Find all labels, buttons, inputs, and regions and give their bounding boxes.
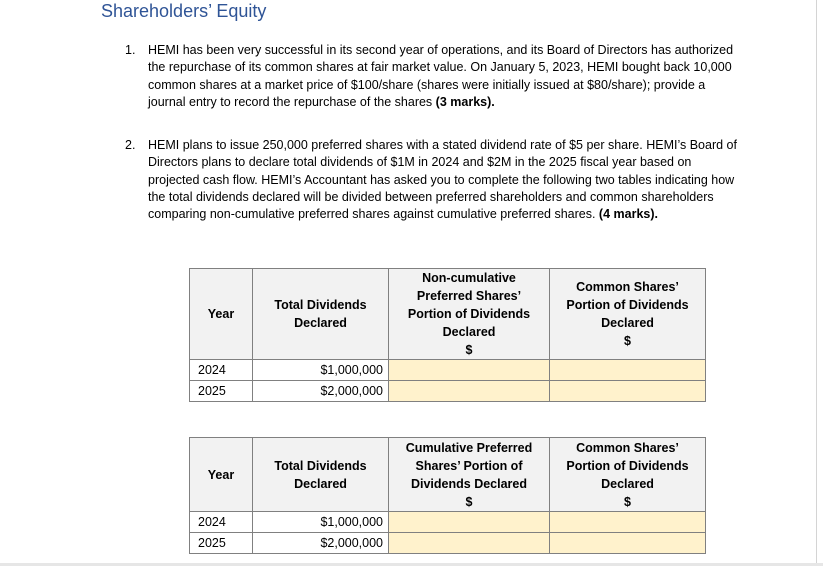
row-total-dividends: $1,000,000 [253, 360, 389, 381]
question-2-text [148, 137, 738, 223]
row-year: 2025 [190, 381, 253, 402]
preferred-portion-input[interactable] [389, 512, 550, 533]
table-row [190, 533, 706, 554]
question-1-number: 1. [125, 43, 136, 57]
table-row [190, 360, 706, 381]
common-portion-input[interactable] [550, 360, 706, 381]
header-preferred-portion-label: Cumulative Preferred Shares’ Portion of Dividends Declared [405, 440, 533, 491]
row-total-dividends: $1,000,000 [253, 512, 389, 533]
header-common-portion-label: Common Shares’ Portion of Dividends Declared [566, 280, 689, 330]
header-preferred-portion [389, 438, 550, 512]
preferred-portion-input[interactable] [389, 381, 550, 402]
row-year: 2025 [190, 533, 253, 554]
common-portion-input[interactable] [550, 533, 706, 554]
header-common-portion [550, 269, 706, 360]
section-heading: Shareholders’ Equity [101, 1, 267, 21]
non-cumulative-dividends-table [189, 268, 706, 402]
common-portion-input[interactable] [550, 512, 706, 533]
row-total-dividends: $2,000,000 [253, 381, 389, 402]
header-year: Year [190, 269, 253, 360]
question-1-body: HEMI has been very successful in its second year of operations, and its Board of Directors has authorized the repurchase of its common shares at fair market value. On January 5, 2023, HEMI bought back 10,000 common shares at a market price of $100/share (shares were initially issued at $80/share); provide a journal entry to record the repurchase of the shares [148, 43, 734, 109]
header-common-portion [550, 438, 706, 512]
header-total-dividends [253, 269, 389, 360]
table-row [190, 381, 706, 402]
preferred-portion-input[interactable] [389, 360, 550, 381]
question-1-marks: (3 marks). [435, 94, 495, 109]
question-2-body: HEMI plans to issue 250,000 preferred shares with a stated dividend rate of $5 per share. HEMI’s Board of Directors plans to declare total dividends of $1M in 2024 and $2M in the 2025 fiscal year based on projected cash flow. HEMI’s Accountant has asked you to complete the following two tables indicating how the total dividends declared will be divided between preferred shareholders and common shareholders comparing non-cumulative preferred shares against cumulative preferred shares. [148, 138, 737, 222]
header-year: Year [190, 438, 253, 512]
page-edge-divider [816, 0, 817, 566]
question-2-number: 2. [125, 138, 136, 152]
row-total-dividends: $2,000,000 [253, 533, 389, 554]
header-preferred-portion-label: Non-cumulative Preferred Shares’ Portion of Dividends Declared [407, 271, 531, 339]
common-portion-input[interactable] [550, 381, 706, 402]
cumulative-dividends-table [189, 437, 706, 554]
question-2-marks: (4 marks). [598, 207, 658, 222]
table-header-row [190, 438, 706, 512]
header-preferred-currency: $ [465, 494, 473, 509]
preferred-portion-input[interactable] [389, 533, 550, 554]
question-1-text [148, 42, 738, 111]
header-total-dividends [253, 438, 389, 512]
header-preferred-portion [389, 269, 550, 360]
header-common-portion-label: Common Shares’ Portion of Dividends Declared [566, 440, 689, 491]
header-common-currency: $ [624, 494, 631, 509]
table-row [190, 512, 706, 533]
table-header-row [190, 269, 706, 360]
row-year: 2024 [190, 512, 253, 533]
header-preferred-currency: $ [465, 343, 473, 357]
header-total-dividends-label: Total Dividends Declared [274, 298, 367, 330]
row-year: 2024 [190, 360, 253, 381]
header-total-dividends-label: Total Dividends Declared [274, 458, 367, 491]
header-common-currency: $ [624, 334, 631, 348]
